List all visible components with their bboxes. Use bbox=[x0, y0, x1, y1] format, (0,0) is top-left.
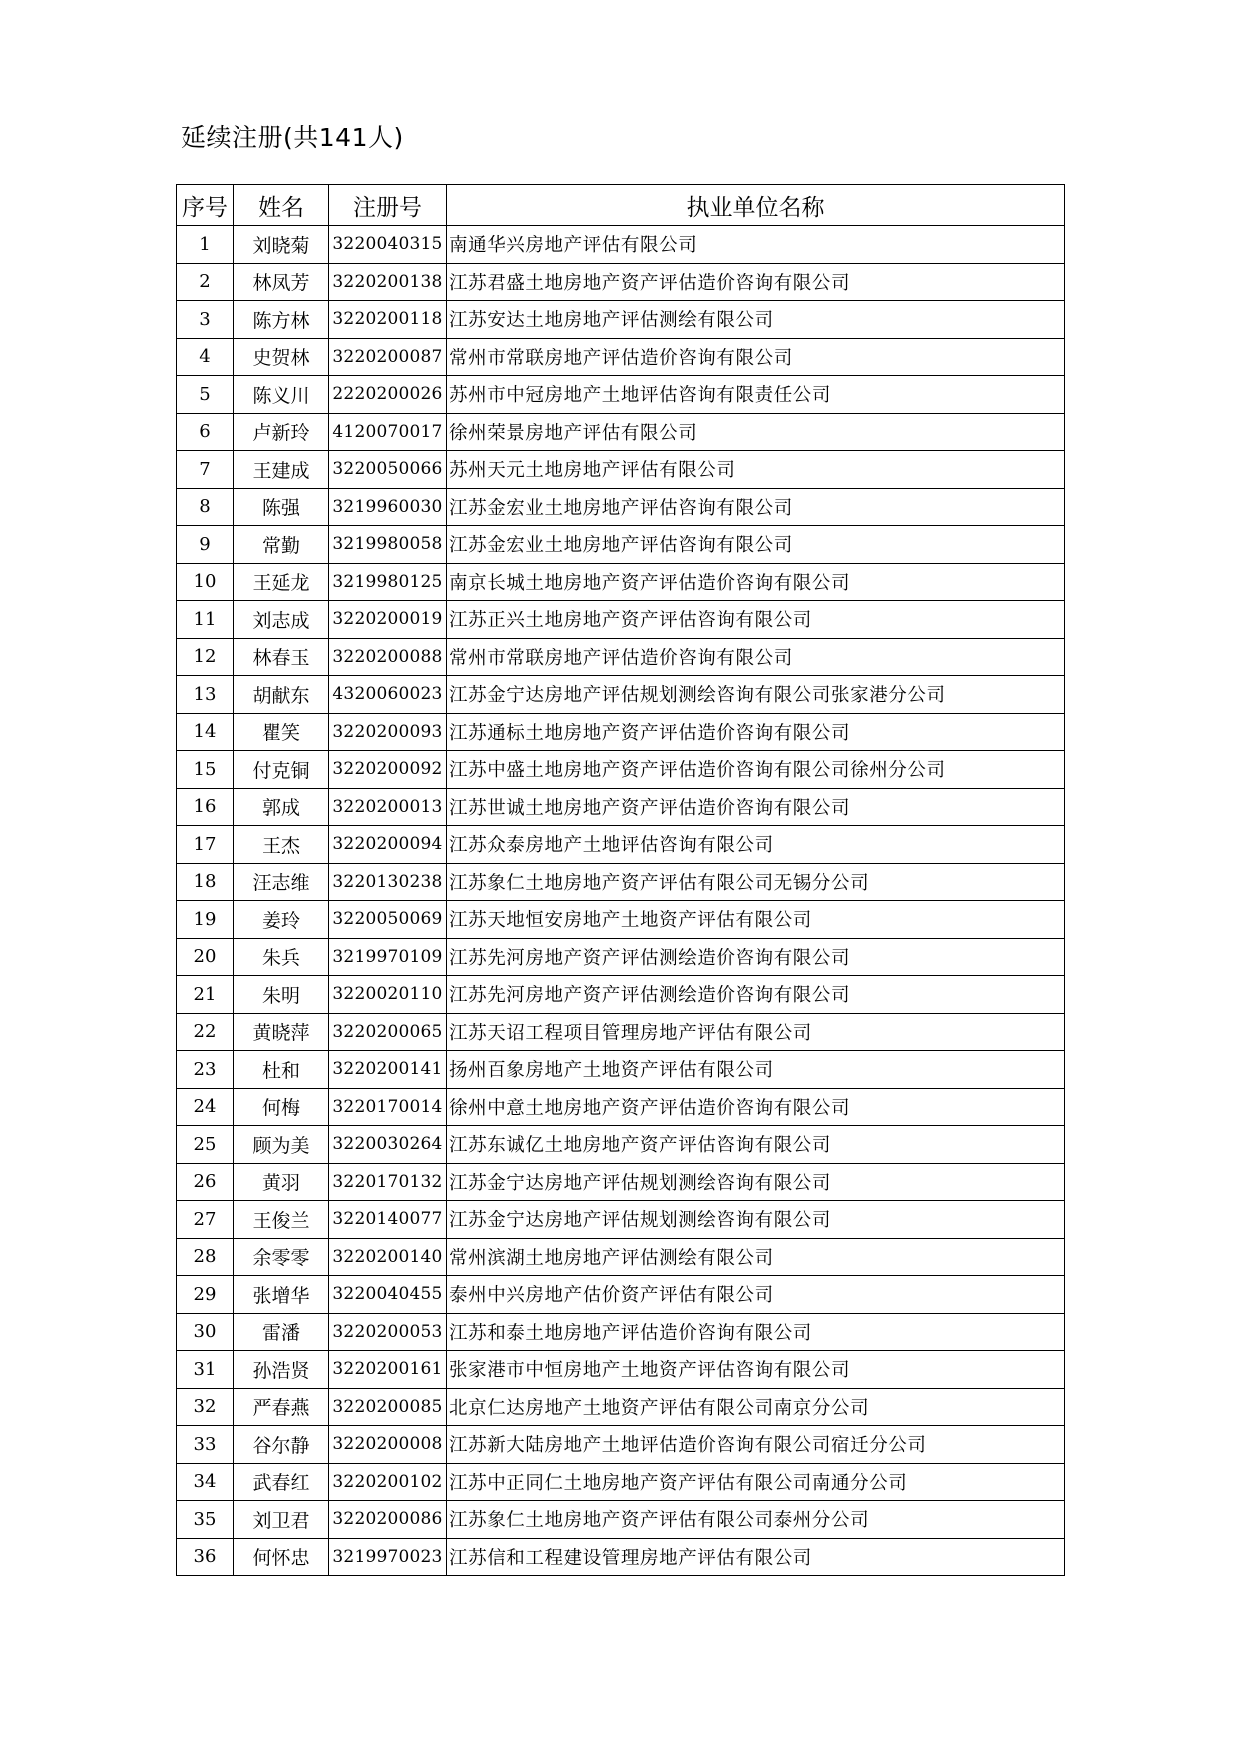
table-row bbox=[177, 601, 1065, 639]
unit-cell: 江苏先河房地产资产评估测绘造价咨询有限公司 bbox=[447, 976, 1065, 1014]
unit-cell: 江苏天地恒安房地产土地资产评估有限公司 bbox=[447, 901, 1065, 939]
seq-cell: 36 bbox=[177, 1538, 234, 1576]
seq-cell: 16 bbox=[177, 788, 234, 826]
table-row bbox=[177, 713, 1065, 751]
name-cell: 王延龙 bbox=[234, 563, 329, 601]
seq-cell: 11 bbox=[177, 601, 234, 639]
reg-no-cell: 3220200087 bbox=[329, 338, 447, 376]
seq-cell: 17 bbox=[177, 826, 234, 864]
name-cell: 陈方林 bbox=[234, 301, 329, 339]
reg-no-cell: 3220030264 bbox=[329, 1126, 447, 1164]
table-row bbox=[177, 488, 1065, 526]
name-cell: 顾为美 bbox=[234, 1126, 329, 1164]
reg-no-cell: 2220200026 bbox=[329, 376, 447, 414]
seq-cell: 29 bbox=[177, 1276, 234, 1314]
seq-cell: 35 bbox=[177, 1501, 234, 1539]
name-cell: 何梅 bbox=[234, 1088, 329, 1126]
unit-cell: 江苏中盛土地房地产资产评估造价咨询有限公司徐州分公司 bbox=[447, 751, 1065, 789]
unit-cell: 江苏和泰土地房地产评估造价咨询有限公司 bbox=[447, 1313, 1065, 1351]
table-body bbox=[177, 226, 1065, 1576]
unit-cell: 江苏金宁达房地产评估规划测绘咨询有限公司张家港分公司 bbox=[447, 676, 1065, 714]
name-cell: 胡献东 bbox=[234, 676, 329, 714]
seq-cell: 12 bbox=[177, 638, 234, 676]
unit-cell: 南京长城土地房地产资产评估造价咨询有限公司 bbox=[447, 563, 1065, 601]
seq-cell: 23 bbox=[177, 1051, 234, 1089]
name-cell: 朱兵 bbox=[234, 938, 329, 976]
reg-no-cell: 3220200092 bbox=[329, 751, 447, 789]
unit-cell: 苏州市中冠房地产土地评估咨询有限责任公司 bbox=[447, 376, 1065, 414]
seq-cell: 3 bbox=[177, 301, 234, 339]
reg-no-cell: 3220140077 bbox=[329, 1201, 447, 1239]
seq-cell: 15 bbox=[177, 751, 234, 789]
unit-cell: 常州市常联房地产评估造价咨询有限公司 bbox=[447, 638, 1065, 676]
name-cell: 严春燕 bbox=[234, 1388, 329, 1426]
seq-cell: 4 bbox=[177, 338, 234, 376]
table-row bbox=[177, 413, 1065, 451]
table-row bbox=[177, 563, 1065, 601]
unit-cell: 徐州中意土地房地产资产评估造价咨询有限公司 bbox=[447, 1088, 1065, 1126]
table-row bbox=[177, 638, 1065, 676]
unit-cell: 江苏新大陆房地产土地评估造价咨询有限公司宿迁分公司 bbox=[447, 1426, 1065, 1464]
reg-no-cell: 4320060023 bbox=[329, 676, 447, 714]
table-row bbox=[177, 1351, 1065, 1389]
reg-no-cell: 3220200102 bbox=[329, 1463, 447, 1501]
seq-cell: 25 bbox=[177, 1126, 234, 1164]
table-header-row bbox=[177, 185, 1065, 226]
name-cell: 刘卫君 bbox=[234, 1501, 329, 1539]
name-cell: 瞿笑 bbox=[234, 713, 329, 751]
name-cell: 汪志维 bbox=[234, 863, 329, 901]
table-row bbox=[177, 376, 1065, 414]
table-row bbox=[177, 1126, 1065, 1164]
name-cell: 何怀忠 bbox=[234, 1538, 329, 1576]
reg-no-cell: 3220200085 bbox=[329, 1388, 447, 1426]
seq-cell: 33 bbox=[177, 1426, 234, 1464]
reg-no-cell: 3220200086 bbox=[329, 1501, 447, 1539]
unit-cell: 苏州天元土地房地产评估有限公司 bbox=[447, 451, 1065, 489]
name-cell: 卢新玲 bbox=[234, 413, 329, 451]
table-row bbox=[177, 1388, 1065, 1426]
unit-cell: 江苏众泰房地产土地评估咨询有限公司 bbox=[447, 826, 1065, 864]
unit-cell: 张家港市中恒房地产土地资产评估咨询有限公司 bbox=[447, 1351, 1065, 1389]
registration-table bbox=[176, 184, 1065, 1576]
header-seq: 序号 bbox=[177, 185, 234, 226]
name-cell: 常勤 bbox=[234, 526, 329, 564]
table-row bbox=[177, 1013, 1065, 1051]
reg-no-cell: 3220170132 bbox=[329, 1163, 447, 1201]
seq-cell: 34 bbox=[177, 1463, 234, 1501]
reg-no-cell: 3220200140 bbox=[329, 1238, 447, 1276]
name-cell: 谷尔静 bbox=[234, 1426, 329, 1464]
table-row bbox=[177, 526, 1065, 564]
name-cell: 刘晓菊 bbox=[234, 226, 329, 264]
name-cell: 林春玉 bbox=[234, 638, 329, 676]
reg-no-cell: 3220040455 bbox=[329, 1276, 447, 1314]
seq-cell: 13 bbox=[177, 676, 234, 714]
name-cell: 余零零 bbox=[234, 1238, 329, 1276]
name-cell: 杜和 bbox=[234, 1051, 329, 1089]
unit-cell: 江苏通标土地房地产资产评估造价咨询有限公司 bbox=[447, 713, 1065, 751]
reg-no-cell: 3220130238 bbox=[329, 863, 447, 901]
table-row bbox=[177, 451, 1065, 489]
name-cell: 雷潘 bbox=[234, 1313, 329, 1351]
table-row bbox=[177, 1163, 1065, 1201]
unit-cell: 江苏天诏工程项目管理房地产评估有限公司 bbox=[447, 1013, 1065, 1051]
table-row bbox=[177, 301, 1065, 339]
unit-cell: 常州市常联房地产评估造价咨询有限公司 bbox=[447, 338, 1065, 376]
reg-no-cell: 3220200065 bbox=[329, 1013, 447, 1051]
table-row bbox=[177, 826, 1065, 864]
reg-no-cell: 3219980058 bbox=[329, 526, 447, 564]
name-cell: 王建成 bbox=[234, 451, 329, 489]
table-row bbox=[177, 751, 1065, 789]
name-cell: 朱明 bbox=[234, 976, 329, 1014]
table-row bbox=[177, 1088, 1065, 1126]
seq-cell: 22 bbox=[177, 1013, 234, 1051]
name-cell: 林凤芳 bbox=[234, 263, 329, 301]
reg-no-cell: 3220050069 bbox=[329, 901, 447, 939]
seq-cell: 8 bbox=[177, 488, 234, 526]
reg-no-cell: 3220020110 bbox=[329, 976, 447, 1014]
seq-cell: 20 bbox=[177, 938, 234, 976]
name-cell: 孙浩贤 bbox=[234, 1351, 329, 1389]
reg-no-cell: 3220200138 bbox=[329, 263, 447, 301]
unit-cell: 江苏先河房地产资产评估测绘造价咨询有限公司 bbox=[447, 938, 1065, 976]
reg-no-cell: 3220200008 bbox=[329, 1426, 447, 1464]
unit-cell: 江苏金宁达房地产评估规划测绘咨询有限公司 bbox=[447, 1201, 1065, 1239]
reg-no-cell: 3220200094 bbox=[329, 826, 447, 864]
table-row bbox=[177, 1313, 1065, 1351]
seq-cell: 9 bbox=[177, 526, 234, 564]
reg-no-cell: 3220040315 bbox=[329, 226, 447, 264]
unit-cell: 江苏信和工程建设管理房地产评估有限公司 bbox=[447, 1538, 1065, 1576]
header-name: 姓名 bbox=[234, 185, 329, 226]
table-row bbox=[177, 1538, 1065, 1576]
page-title: 延续注册(共141人) bbox=[181, 123, 404, 152]
unit-cell: 江苏君盛土地房地产资产评估造价咨询有限公司 bbox=[447, 263, 1065, 301]
table-row bbox=[177, 1426, 1065, 1464]
seq-cell: 21 bbox=[177, 976, 234, 1014]
seq-cell: 27 bbox=[177, 1201, 234, 1239]
table-row bbox=[177, 976, 1065, 1014]
reg-no-cell: 3220200013 bbox=[329, 788, 447, 826]
name-cell: 黄羽 bbox=[234, 1163, 329, 1201]
unit-cell: 江苏安达土地房地产评估测绘有限公司 bbox=[447, 301, 1065, 339]
name-cell: 郭成 bbox=[234, 788, 329, 826]
unit-cell: 徐州荣景房地产评估有限公司 bbox=[447, 413, 1065, 451]
name-cell: 黄晓萍 bbox=[234, 1013, 329, 1051]
reg-no-cell: 3220200088 bbox=[329, 638, 447, 676]
unit-cell: 江苏中正同仁土地房地产资产评估有限公司南通分公司 bbox=[447, 1463, 1065, 1501]
seq-cell: 1 bbox=[177, 226, 234, 264]
seq-cell: 5 bbox=[177, 376, 234, 414]
table-row bbox=[177, 1463, 1065, 1501]
table-row bbox=[177, 901, 1065, 939]
seq-cell: 30 bbox=[177, 1313, 234, 1351]
seq-cell: 19 bbox=[177, 901, 234, 939]
unit-cell: 江苏正兴土地房地产资产评估咨询有限公司 bbox=[447, 601, 1065, 639]
reg-no-cell: 3220200141 bbox=[329, 1051, 447, 1089]
reg-no-cell: 4120070017 bbox=[329, 413, 447, 451]
unit-cell: 南通华兴房地产评估有限公司 bbox=[447, 226, 1065, 264]
table-row bbox=[177, 1501, 1065, 1539]
reg-no-cell: 3219980125 bbox=[329, 563, 447, 601]
name-cell: 陈义川 bbox=[234, 376, 329, 414]
table-row bbox=[177, 1238, 1065, 1276]
seq-cell: 7 bbox=[177, 451, 234, 489]
seq-cell: 28 bbox=[177, 1238, 234, 1276]
reg-no-cell: 3220200053 bbox=[329, 1313, 447, 1351]
name-cell: 付克铜 bbox=[234, 751, 329, 789]
name-cell: 王杰 bbox=[234, 826, 329, 864]
table-row bbox=[177, 676, 1065, 714]
name-cell: 张增华 bbox=[234, 1276, 329, 1314]
table-row bbox=[177, 338, 1065, 376]
unit-cell: 江苏世诚土地房地产资产评估造价咨询有限公司 bbox=[447, 788, 1065, 826]
seq-cell: 6 bbox=[177, 413, 234, 451]
table-row bbox=[177, 863, 1065, 901]
seq-cell: 10 bbox=[177, 563, 234, 601]
name-cell: 武春红 bbox=[234, 1463, 329, 1501]
table-row bbox=[177, 1276, 1065, 1314]
reg-no-cell: 3219970109 bbox=[329, 938, 447, 976]
unit-cell: 扬州百象房地产土地资产评估有限公司 bbox=[447, 1051, 1065, 1089]
reg-no-cell: 3220200093 bbox=[329, 713, 447, 751]
reg-no-cell: 3219960030 bbox=[329, 488, 447, 526]
seq-cell: 24 bbox=[177, 1088, 234, 1126]
seq-cell: 26 bbox=[177, 1163, 234, 1201]
unit-cell: 江苏象仁土地房地产资产评估有限公司泰州分公司 bbox=[447, 1501, 1065, 1539]
unit-cell: 常州滨湖土地房地产评估测绘有限公司 bbox=[447, 1238, 1065, 1276]
unit-cell: 江苏象仁土地房地产资产评估有限公司无锡分公司 bbox=[447, 863, 1065, 901]
table-row bbox=[177, 1201, 1065, 1239]
table-row bbox=[177, 263, 1065, 301]
unit-cell: 江苏金宏业土地房地产评估咨询有限公司 bbox=[447, 526, 1065, 564]
seq-cell: 18 bbox=[177, 863, 234, 901]
name-cell: 姜玲 bbox=[234, 901, 329, 939]
seq-cell: 2 bbox=[177, 263, 234, 301]
reg-no-cell: 3220050066 bbox=[329, 451, 447, 489]
name-cell: 王俊兰 bbox=[234, 1201, 329, 1239]
seq-cell: 14 bbox=[177, 713, 234, 751]
table-row bbox=[177, 1051, 1065, 1089]
reg-no-cell: 3220200118 bbox=[329, 301, 447, 339]
reg-no-cell: 3220200161 bbox=[329, 1351, 447, 1389]
unit-cell: 江苏金宁达房地产评估规划测绘咨询有限公司 bbox=[447, 1163, 1065, 1201]
table-row bbox=[177, 226, 1065, 264]
reg-no-cell: 3219970023 bbox=[329, 1538, 447, 1576]
header-reg-no: 注册号 bbox=[329, 185, 447, 226]
header-unit: 执业单位名称 bbox=[447, 185, 1065, 226]
name-cell: 刘志成 bbox=[234, 601, 329, 639]
seq-cell: 31 bbox=[177, 1351, 234, 1389]
table-row bbox=[177, 938, 1065, 976]
unit-cell: 江苏东诚亿土地房地产资产评估咨询有限公司 bbox=[447, 1126, 1065, 1164]
seq-cell: 32 bbox=[177, 1388, 234, 1426]
unit-cell: 江苏金宏业土地房地产评估咨询有限公司 bbox=[447, 488, 1065, 526]
name-cell: 史贺林 bbox=[234, 338, 329, 376]
unit-cell: 北京仁达房地产土地资产评估有限公司南京分公司 bbox=[447, 1388, 1065, 1426]
table-row bbox=[177, 788, 1065, 826]
name-cell: 陈强 bbox=[234, 488, 329, 526]
reg-no-cell: 3220170014 bbox=[329, 1088, 447, 1126]
reg-no-cell: 3220200019 bbox=[329, 601, 447, 639]
unit-cell: 泰州中兴房地产估价资产评估有限公司 bbox=[447, 1276, 1065, 1314]
